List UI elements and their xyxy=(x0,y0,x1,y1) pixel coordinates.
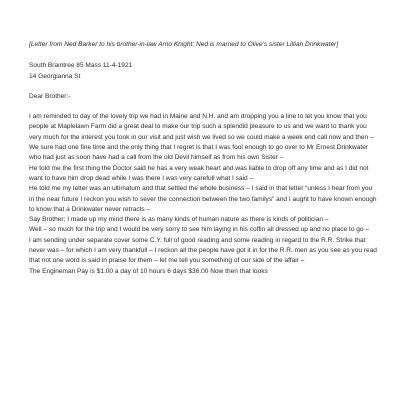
letter-paragraph: Say Brother; I made up my mind there is as many kinds of human nature as there is kinds of politician – xyxy=(29,216,329,224)
letter-body xyxy=(29,112,377,277)
letter-paragraph: He told me my letter was an ultimatum and that settled the whole business – I said in that letter “unless I hear from you in the near future I reckon you wish to sever the connection between the two familys” and I aught to have known enough to know that a Drinkwater never retracts – xyxy=(29,185,377,213)
letter-paragraph: I am reminded to day of the lovely trip we had in Maine and N.H. and am dropping you a line to let you know that you people at Maplelawn Farm did a great deal to make our trip such a splendid pleasure to us and we want to thank you very much for the interest you took in our visit and just wish we lived so we could make a week end call now and then – xyxy=(29,113,374,141)
letter-paragraph: I am sending under separate cover some C.Y. full of good reading and some reading in regard to the R.R. Strike that never was – for which I am very thankfull – I reckon all the people have got it in for the R.R. men as you see as you read that not one word is said in praise for them – let me tell you something of our side of the affair – xyxy=(29,236,377,265)
address-line: South Braintree 85 Mass 11-4-1921 xyxy=(29,62,133,70)
letter-paragraph: He told me the first thing the Doctor said he has a very weak heart and was liable to drop off any time and as I did not want to have him drop dead while I was there I was very carefull what I said – xyxy=(29,164,369,182)
letter-paragraph: We sure had one fine time and the only thing that I regret is that I was fool enough to go over to Mr Ernest Drinkwater who had just as soon have had a call from the old Devil himself as from his own Sister – xyxy=(29,144,369,162)
sender-address xyxy=(29,61,377,82)
letter-paragraph: The Engineman Pay is $1.00 a day of 10 hours 6 days $36.00 Now then that looks xyxy=(29,267,268,275)
address-line: 14 Georgianna St xyxy=(29,72,81,80)
salutation: Dear Brother:- xyxy=(29,92,71,100)
letter-intro-note: [Letter from Ned Barker to his brother-in-law Arno Knight; Ned is married to Olive’s sister Lillian Drinkwater] xyxy=(29,41,339,48)
letter-page xyxy=(29,40,377,277)
letter-paragraph: Well – so much for the trip and I would be very sorry to see him laying in his coffin all dressed up and no place to go – xyxy=(29,226,370,234)
